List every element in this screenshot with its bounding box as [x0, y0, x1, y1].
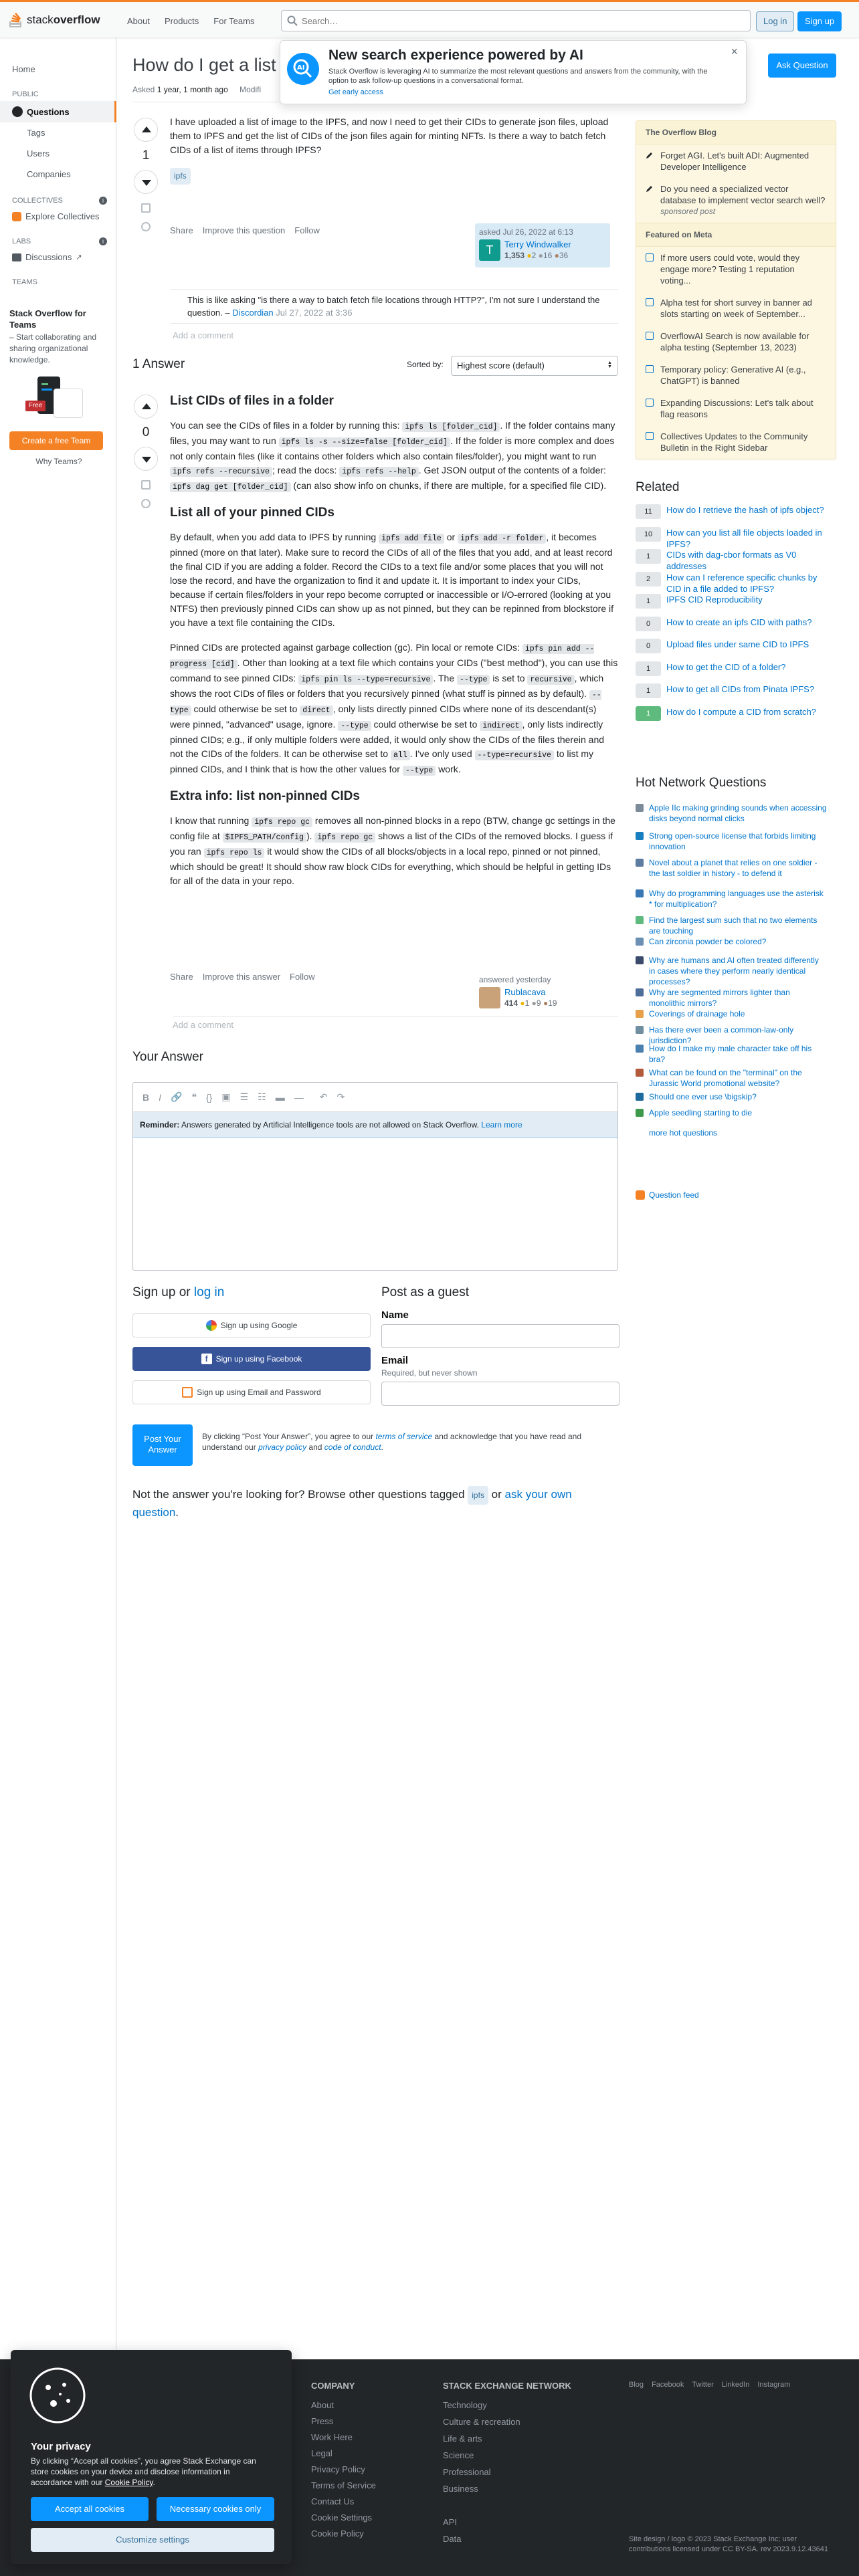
- question-comment: This is like asking "is there a way to batch fetch file locations through HTTP?", I'm not sure I understand the question. – Discordian Jul 27, 2022 at 3:36: [170, 289, 618, 324]
- answer-vote-cell: [132, 395, 159, 508]
- related-vote-count: 0: [636, 639, 661, 653]
- user-name-link[interactable]: Rublacava: [504, 987, 546, 997]
- hot-question-item[interactable]: [636, 936, 836, 947]
- site-icon: [636, 832, 644, 840]
- related-question-link[interactable]: Upload files under same CID to IPFS: [666, 639, 809, 649]
- info-icon[interactable]: i: [99, 237, 107, 245]
- terms-text: By clicking “Post Your Answer”, you agree to our terms of service and acknowledge that you have read and understand our privacy policy and code of conduct.: [202, 1432, 581, 1452]
- editor-toolbar: [133, 1083, 617, 1112]
- search-box[interactable]: [281, 10, 751, 31]
- coc-link[interactable]: code of conduct: [324, 1442, 381, 1452]
- chat-icon: [646, 365, 654, 373]
- hot-question-link[interactable]: Why do programming languages use the asterisk * for multiplication?: [649, 889, 824, 909]
- site-icon: [636, 1045, 644, 1053]
- related-vote-count: 1: [636, 661, 661, 676]
- downvote-icon[interactable]: [134, 447, 158, 471]
- question-text: I have uploaded a list of image to the IPFS, and now I need to get their CIDs to generate json files, upload them to IPFS and get the list of CIDs of the json files again for minting NFTs. Is there a way to batch fetch CIDs of a list of items through IPFS?: [170, 116, 609, 155]
- site-icon: [636, 1109, 644, 1117]
- twitter-link[interactable]: Twitter: [692, 2381, 714, 2389]
- google-icon: [206, 1320, 217, 1331]
- cookie-icon: [27, 2365, 88, 2426]
- bold-icon[interactable]: B: [142, 1091, 150, 1103]
- undo-icon[interactable]: ↶: [319, 1091, 328, 1102]
- footer-link[interactable]: Contact Us: [311, 2496, 355, 2506]
- pencil-icon: [646, 185, 654, 193]
- footer-link[interactable]: Business: [443, 2484, 478, 2494]
- nav-questions[interactable]: Questions: [0, 101, 116, 122]
- related-question-link[interactable]: CIDs with dag-cbor formats as V0 addresses: [666, 550, 797, 571]
- globe-icon: [12, 106, 23, 117]
- upvote-icon[interactable]: [134, 395, 158, 419]
- cookie-banner: [11, 2350, 292, 2564]
- blog-link[interactable]: Blog: [629, 2381, 644, 2389]
- sponsored-label: sponsored post: [660, 207, 716, 216]
- footer-link[interactable]: Data: [443, 2534, 462, 2544]
- question-menu: [170, 225, 320, 235]
- left-sidebar: [0, 37, 116, 2576]
- related-vote-count: 2: [636, 572, 661, 586]
- site-icon: [636, 1010, 644, 1018]
- ordered-list-icon[interactable]: ☰: [240, 1091, 249, 1102]
- comment-date: Jul 27, 2022 at 3:36: [276, 308, 353, 318]
- hot-question-item[interactable]: [636, 987, 836, 1008]
- rule-icon[interactable]: —: [294, 1091, 304, 1103]
- hot-question-item[interactable]: [636, 888, 836, 909]
- footer-link[interactable]: Cookie Policy: [311, 2529, 364, 2539]
- privacy-link[interactable]: privacy policy: [258, 1442, 307, 1452]
- footer-social: [629, 2381, 790, 2389]
- answer-heading-1: List CIDs of files in a folder: [170, 394, 334, 408]
- bullet-list-icon[interactable]: ☷: [258, 1091, 266, 1102]
- footer-link[interactable]: About: [311, 2400, 334, 2410]
- email-help: Required, but never shown: [381, 1368, 478, 1378]
- question-owner-card: [475, 223, 610, 267]
- hot-question-link[interactable]: Apple IIc making grinding sounds when accessing disks beyond normal clicks: [649, 803, 827, 823]
- related-question-link[interactable]: How to get all CIDs from Pinata IPFS?: [666, 684, 815, 694]
- meta-item[interactable]: Temporary policy: Generative AI (e.g., ChatGPT) is banned: [636, 358, 836, 392]
- answered-date: answered yesterday: [479, 975, 551, 984]
- quote-icon[interactable]: ❝: [191, 1091, 197, 1102]
- popup-title: New search experience powered by AI: [328, 47, 583, 63]
- info-icon[interactable]: i: [99, 197, 107, 205]
- close-icon[interactable]: ×: [731, 45, 738, 58]
- hot-question-link[interactable]: Should one ever use \bigskip?: [649, 1092, 757, 1101]
- chat-icon: [646, 399, 654, 407]
- nav-section-collectives: COLLECTIVES i: [0, 185, 116, 207]
- nav-section-labs: LABS i: [0, 225, 116, 248]
- footer-link[interactable]: Culture & recreation: [443, 2417, 520, 2427]
- improve-question-link[interactable]: Improve this question: [202, 225, 286, 235]
- related-vote-count: 10: [636, 527, 661, 542]
- comment-user-link[interactable]: Discordian: [232, 308, 274, 318]
- chat-icon: [646, 432, 654, 440]
- question-feed-link[interactable]: Question feed: [636, 1190, 699, 1200]
- teams-illustration-icon: [19, 374, 99, 425]
- hot-question-link[interactable]: Has there ever been a common-law-only jurisdiction?: [649, 1025, 794, 1045]
- ai-search-popup: [280, 40, 747, 104]
- signup-button[interactable]: Sign up: [797, 11, 842, 31]
- related-vote-count: 1: [636, 683, 661, 698]
- site-icon: [636, 916, 644, 924]
- site-icon: [636, 1093, 644, 1101]
- facebook-link[interactable]: Facebook: [652, 2381, 684, 2389]
- logo-text-overflow: overflow: [53, 13, 100, 26]
- related-vote-count: 11: [636, 504, 661, 519]
- bookmark-icon[interactable]: [141, 203, 151, 213]
- footer-link[interactable]: Science: [443, 2450, 474, 2460]
- question-vote-count: 1: [142, 148, 150, 163]
- footer-company: COMPANY About Press Work Here Legal Privacy Policy Terms of Service Contact Us Cookie Settings Cookie Policy: [311, 2381, 376, 2539]
- top-bar: [0, 0, 859, 37]
- meta-item[interactable]: Alpha test for short survey in banner ad slots starting on week of September...: [636, 292, 836, 325]
- related-question-link[interactable]: IPFS CID Reproducibility: [666, 595, 763, 605]
- related-vote-count: 0: [636, 617, 661, 631]
- create-team-button[interactable]: Create a free Team: [9, 431, 103, 450]
- signup-heading: Sign up or log in: [132, 1285, 225, 1299]
- related-item[interactable]: [636, 527, 836, 550]
- add-comment-link[interactable]: Add a comment: [173, 1016, 618, 1030]
- footer-link[interactable]: [443, 2500, 571, 2511]
- footer-link[interactable]: Work Here: [311, 2432, 353, 2442]
- related-item[interactable]: [636, 706, 836, 721]
- related-question-link[interactable]: How can I reference specific chunks by CID in a file added to IPFS?: [666, 572, 818, 594]
- ai-search-icon: [287, 53, 319, 85]
- site-icon: [636, 804, 644, 812]
- answer-editor: [132, 1082, 618, 1271]
- hot-question-item[interactable]: [636, 1067, 836, 1089]
- hot-question-link[interactable]: Novel about a planet that relies on one soldier - the last soldier in history - to defend it: [649, 858, 818, 878]
- ask-own-question-link[interactable]: ask your own question: [132, 1488, 572, 1519]
- your-answer-heading: Your Answer: [132, 1050, 203, 1064]
- facebook-icon: f: [201, 1354, 212, 1364]
- site-icon: [636, 1026, 644, 1034]
- history-icon[interactable]: [141, 222, 151, 231]
- user-reputation: 414 ●1 ●9 ●19: [504, 998, 557, 1008]
- redo-icon[interactable]: ↷: [337, 1091, 345, 1102]
- guest-heading: Post as a guest: [381, 1285, 469, 1299]
- downvote-icon[interactable]: [134, 170, 158, 194]
- question-meta: Asked 1 year, 1 month ago Modifi: [132, 85, 262, 94]
- hot-question-item[interactable]: [636, 857, 836, 879]
- footer-link[interactable]: Terms of Service: [311, 2480, 376, 2490]
- popup-body: Stack Overflow is leveraging AI to summarize the most relevant questions and answers from the community, with the option to ask follow-up questions in a conversational format.: [328, 68, 708, 85]
- teams-desc: – Start collaborating and sharing organizational knowledge.: [9, 332, 97, 364]
- user-name-link[interactable]: Terry Windwalker: [504, 239, 571, 249]
- instagram-link[interactable]: Instagram: [757, 2381, 791, 2389]
- nav-home[interactable]: Home: [12, 64, 35, 74]
- site-icon: [636, 956, 644, 964]
- related-vote-count: 1: [636, 549, 661, 564]
- login-button[interactable]: Log in: [756, 11, 794, 31]
- related-question-link[interactable]: How to get the CID of a folder?: [666, 661, 786, 672]
- site-icon: [636, 889, 644, 897]
- follow-link[interactable]: Follow: [290, 972, 315, 982]
- follow-link[interactable]: Follow: [294, 225, 320, 235]
- hot-question-item[interactable]: [636, 1008, 836, 1019]
- avatar[interactable]: T: [479, 239, 500, 261]
- ai-reminder: Reminder: Answers generated by Artificial Intelligence tools are not allowed on Stack Overflow. Learn more: [133, 1112, 617, 1138]
- footer-link[interactable]: Privacy Policy: [311, 2464, 365, 2474]
- cookie-title: Your privacy: [31, 2441, 91, 2452]
- email-label: Email: [381, 1355, 409, 1366]
- link-icon[interactable]: 🔗: [171, 1091, 183, 1102]
- meta-item[interactable]: Collectives Updates to the Community Bulletin in the Right Sidebar: [636, 425, 836, 459]
- hot-question-link[interactable]: Can zirconia powder be colored?: [649, 937, 767, 946]
- email-icon: [182, 1387, 193, 1398]
- not-the-answer: Not the answer you're looking for? Browse other questions tagged ipfs or ask your own question.: [132, 1486, 618, 1521]
- nav-products[interactable]: Products: [164, 16, 199, 26]
- search-input[interactable]: [302, 16, 730, 26]
- related-question-link[interactable]: How can you list all file objects loaded in IPFS?: [666, 527, 822, 549]
- add-comment-link[interactable]: Add a comment: [173, 330, 234, 340]
- nav-users[interactable]: Users: [27, 148, 50, 158]
- upvote-icon[interactable]: [134, 118, 158, 142]
- nav-section-public: PUBLIC: [12, 90, 39, 98]
- why-teams-link[interactable]: Why Teams?: [35, 457, 82, 466]
- related-item[interactable]: [636, 594, 836, 609]
- avatar[interactable]: [479, 987, 500, 1008]
- top-nav: [122, 13, 260, 29]
- ask-question-button[interactable]: Ask Question: [768, 53, 836, 78]
- question-title[interactable]: How do I get a list: [132, 55, 276, 75]
- learn-more-link[interactable]: Learn more: [481, 1120, 522, 1130]
- footer-link[interactable]: Press: [311, 2416, 334, 2426]
- related-question-link[interactable]: How do I retrieve the hash of ipfs object?: [666, 505, 824, 515]
- footer-link[interactable]: Legal: [311, 2448, 332, 2458]
- external-link-icon: ↗: [76, 253, 82, 261]
- hot-question-link[interactable]: What can be found on the "terminal" on the Jurassic World promotional website?: [649, 1068, 802, 1088]
- nav-for-teams[interactable]: For Teams: [213, 16, 255, 26]
- related-item[interactable]: [636, 683, 836, 698]
- asked-date: asked Jul 26, 2022 at 6:13: [479, 227, 573, 237]
- hot-question-link[interactable]: Why are humans and AI often treated differently in cases where they perform nearly identical processes?: [649, 956, 819, 986]
- blog-item[interactable]: Do you need a specialized vector database to implement vector search well? sponsored post: [636, 178, 836, 223]
- answer-paragraph-1: You can see the CIDs of files in a folder by running this: ipfs ls [folder_cid] . If the folder contains many files, you may want to run ipfs ls -s --size=false [folder_cid] . If the folder is more complex and does not only contain files (like it contains other folders which also contain files/folder), you might want to run ipfs refs --recursive ; read the docs: ipfs refs --help . Get JSON output of the contents of a folder: ipfs dag get [folder_cid] (can also show info on chunks, if there are multiple, for a specified file CID).: [170, 420, 615, 492]
- hot-question-item[interactable]: [636, 1107, 836, 1118]
- teams-promo: [9, 308, 108, 466]
- customize-cookies-button[interactable]: Customize settings: [31, 2528, 274, 2552]
- related-item[interactable]: [636, 504, 836, 519]
- heading-icon[interactable]: ▬: [275, 1091, 285, 1103]
- answers-header: [132, 357, 618, 381]
- answer-vote-count: 0: [142, 425, 150, 439]
- google-signup-button[interactable]: Sign up using Google: [132, 1313, 371, 1337]
- answer-paragraph-2: By default, when you add data to IPFS by running ipfs add file or ipfs add -r folder , it becomes pinned (more on that later). Make sure to record the CIDs of all of the files that you add, and at least record the final CID if you are adding a folder. Record the CIDs to a text file and/or some places that you will not lose the record, and have the organization to find it and update it. It is important to index your CIDs, because if certain files/folders in your repo become corrupted or inaccessible or I/O-errored (looking at you NTFS) then previously pinned CIDs can show up as not pinned, but they can be repinned from blockstore if you have a text file containing the CIDs.: [170, 532, 614, 628]
- hot-question-link[interactable]: Why are segmented mirrors lighter than monolithic mirrors?: [649, 988, 790, 1008]
- related-vote-count: 1: [636, 706, 661, 721]
- footer-link[interactable]: Life & arts: [443, 2434, 482, 2444]
- improve-answer-link[interactable]: Improve this answer: [202, 972, 281, 982]
- hot-question-item[interactable]: [636, 955, 836, 987]
- nav-tags[interactable]: Tags: [27, 128, 45, 138]
- related-heading: Related: [636, 480, 680, 494]
- nav-about[interactable]: About: [127, 16, 150, 26]
- linkedin-link[interactable]: LinkedIn: [721, 2381, 750, 2389]
- left-nav: [0, 59, 116, 289]
- question-body: [170, 115, 618, 185]
- site-icon: [636, 1069, 644, 1077]
- answer-paragraph-4: I know that running ipfs repo gc removes all non-pinned blocks in a repo (BTW, change gc settings in the config file at $IPFS_PATH/config ). ipfs repo gc shows a list of the CIDs of the removed blocks. I guess if you ran ipfs repo ls it would show the CIDs of all blocks/objects in a local repo, pinned or not pinned, which should be great! It should show raw block CIDs for everything, which should be helpful in getting IDs for all of the data in your repo.: [170, 815, 615, 886]
- answer-body: [170, 387, 618, 899]
- sort-label: Sorted by:: [407, 360, 444, 369]
- user-reputation: 1,353 ●2 ●16 ●36: [504, 251, 569, 260]
- chat-icon: [646, 298, 654, 306]
- early-access-link[interactable]: Get early access: [328, 88, 383, 96]
- meta-item[interactable]: If more users could vote, would they engage more? Testing 1 reputation voting...: [636, 247, 836, 292]
- answer-count: 1 Answer: [132, 357, 185, 371]
- necessary-cookies-button[interactable]: Necessary cookies only: [157, 2497, 274, 2521]
- meta-item[interactable]: Expanding Discussions: Let's talk about flag reasons: [636, 392, 836, 425]
- italic-icon[interactable]: I: [159, 1091, 162, 1103]
- nav-explore-collectives[interactable]: Explore Collectives: [0, 207, 116, 225]
- nav-discussions[interactable]: Discussions ↗: [0, 248, 116, 266]
- related-item[interactable]: [636, 639, 836, 653]
- chat-icon: [646, 253, 654, 261]
- question-vote-cell: [132, 118, 159, 231]
- share-link[interactable]: Share: [170, 225, 193, 235]
- hnq-heading: Hot Network Questions: [636, 776, 767, 790]
- related-item[interactable]: [636, 572, 836, 595]
- share-link[interactable]: Share: [170, 972, 193, 982]
- hot-question-link[interactable]: Apple seedling starting to die: [649, 1108, 753, 1117]
- stackoverflow-logo[interactable]: [9, 12, 100, 28]
- teams-title: Stack Overflow for Teams: [9, 308, 86, 330]
- discussions-icon: [12, 253, 21, 261]
- footer-link[interactable]: Technology: [443, 2400, 487, 2410]
- free-badge: Free: [25, 401, 45, 411]
- history-icon[interactable]: [141, 499, 151, 508]
- answer-textarea[interactable]: [133, 1138, 617, 1265]
- hot-question-item[interactable]: [636, 915, 836, 936]
- hot-question-item[interactable]: [636, 1091, 836, 1102]
- hot-question-link[interactable]: How do I make my male character take off his bra?: [649, 1044, 812, 1064]
- name-label: Name: [381, 1309, 409, 1321]
- login-link[interactable]: log in: [193, 1285, 225, 1299]
- nav-companies[interactable]: Companies: [27, 169, 71, 179]
- related-item[interactable]: [636, 617, 836, 631]
- rss-icon: [636, 1190, 645, 1200]
- logo-text-stack: stack: [27, 13, 54, 26]
- blog-heading: The Overflow Blog: [636, 121, 836, 144]
- accept-cookies-button[interactable]: Accept all cookies: [31, 2497, 149, 2521]
- meta-heading: Featured on Meta: [636, 223, 836, 247]
- tag-ipfs[interactable]: ipfs: [170, 168, 191, 185]
- tag-ipfs[interactable]: ipfs: [468, 1486, 488, 1505]
- chat-icon: [646, 332, 654, 340]
- footer-network: STACK EXCHANGE NETWORK Technology Culture & recreation Life & arts Science Professional Business API Data: [443, 2381, 571, 2544]
- name-field[interactable]: [381, 1324, 619, 1348]
- answer-heading-2: List all of your pinned CIDs: [170, 506, 335, 520]
- post-answer-button[interactable]: Post Your Answer: [132, 1424, 193, 1466]
- email-signup-button[interactable]: Sign up using Email and Password: [132, 1380, 371, 1404]
- overflow-blog-widget: [636, 120, 836, 459]
- footer-link[interactable]: API: [443, 2517, 457, 2527]
- hot-question-item[interactable]: [636, 831, 836, 852]
- related-question-link[interactable]: How to create an ipfs CID with paths?: [666, 617, 812, 627]
- image-icon[interactable]: ▣: [221, 1091, 231, 1102]
- more-hot-questions-link[interactable]: more hot questions: [649, 1128, 718, 1138]
- answer-menu: [170, 972, 315, 982]
- cookie-body: By clicking “Accept all cookies”, you agree Stack Exchange can store cookies on your device and disclose information in accordance with our Cookie Policy.: [31, 2456, 256, 2487]
- terms-link[interactable]: terms of service: [375, 1432, 433, 1441]
- stack-logo-icon: [9, 12, 24, 28]
- svg-text:AI: AI: [297, 64, 305, 72]
- hot-question-item[interactable]: [636, 802, 836, 824]
- related-question-link[interactable]: How do I compute a CID from scratch?: [666, 706, 816, 717]
- blog-item[interactable]: Forget AGI. Let's built ADI: Augmented Developer Intelligence: [636, 144, 836, 178]
- answer-heading-3: Extra info: list non-pinned CIDs: [170, 789, 360, 803]
- related-item[interactable]: [636, 661, 836, 676]
- footer-link[interactable]: Cookie Settings: [311, 2512, 373, 2523]
- site-icon: [636, 938, 644, 946]
- copyright: Site design / logo © 2023 Stack Exchange Inc; user contributions licensed under CC BY-SA. rev 2023.9.12.43641: [629, 2535, 829, 2553]
- pencil-icon: [646, 151, 654, 159]
- site-icon: [636, 859, 644, 867]
- search-icon: [287, 15, 298, 26]
- bookmark-icon[interactable]: [141, 480, 151, 490]
- related-item[interactable]: [636, 549, 836, 572]
- answer-paragraph-3: Pinned CIDs are protected against garbage collection (gc). Pin local or remote CIDs: ipfs pin add --progress [cid] . Other than looking at a text file which contains your CIDs ("best method"), you can use this command to see pinned CIDs: ipfs pin ls --type=recursive . The --type is set to recursive , which shows the root CIDs of files or folders that you recursively pinned (what stuff is pinned as by default). --type could otherwise be set to direct , only lists directly pinned CIDs where none of its descendant(s) were pinned, "advanced" usage, ignore. --type could otherwise be set to indirect , only lists indirectly pinned CIDs; e.g., if only multiple folders were added, it would only show the CIDs of the files therein and not the CIDs of the folders. It can be otherwise set to all . I've only used --type=recursive to list my pinned CIDs, and I think that is how the other values for --type work.: [170, 642, 618, 775]
- cookie-policy-link[interactable]: Cookie Policy: [104, 2478, 153, 2487]
- hot-question-link[interactable]: Find the largest sum such that no two elements are touching: [649, 916, 818, 936]
- answer-owner-card: [475, 971, 610, 1015]
- meta-item[interactable]: OverflowAI Search is now available for alpha testing (September 13, 2023): [636, 325, 836, 358]
- footer-link[interactable]: Professional: [443, 2467, 491, 2477]
- site-icon: [636, 988, 644, 996]
- hot-question-item[interactable]: [636, 1043, 836, 1065]
- hot-question-link[interactable]: Strong open-source license that forbids limiting innovation: [649, 831, 816, 851]
- facebook-signup-button[interactable]: f Sign up using Facebook: [132, 1347, 371, 1371]
- related-vote-count: 1: [636, 594, 661, 609]
- sort-select[interactable]: Highest score (default) ▲▼: [451, 356, 618, 376]
- nav-section-teams: TEAMS: [12, 278, 37, 286]
- asked-time: 1 year, 1 month ago: [157, 85, 228, 94]
- hot-question-link[interactable]: Coverings of drainage hole: [649, 1009, 745, 1018]
- collectives-icon: [12, 212, 21, 221]
- email-field[interactable]: [381, 1382, 619, 1406]
- code-icon[interactable]: {}: [206, 1091, 213, 1103]
